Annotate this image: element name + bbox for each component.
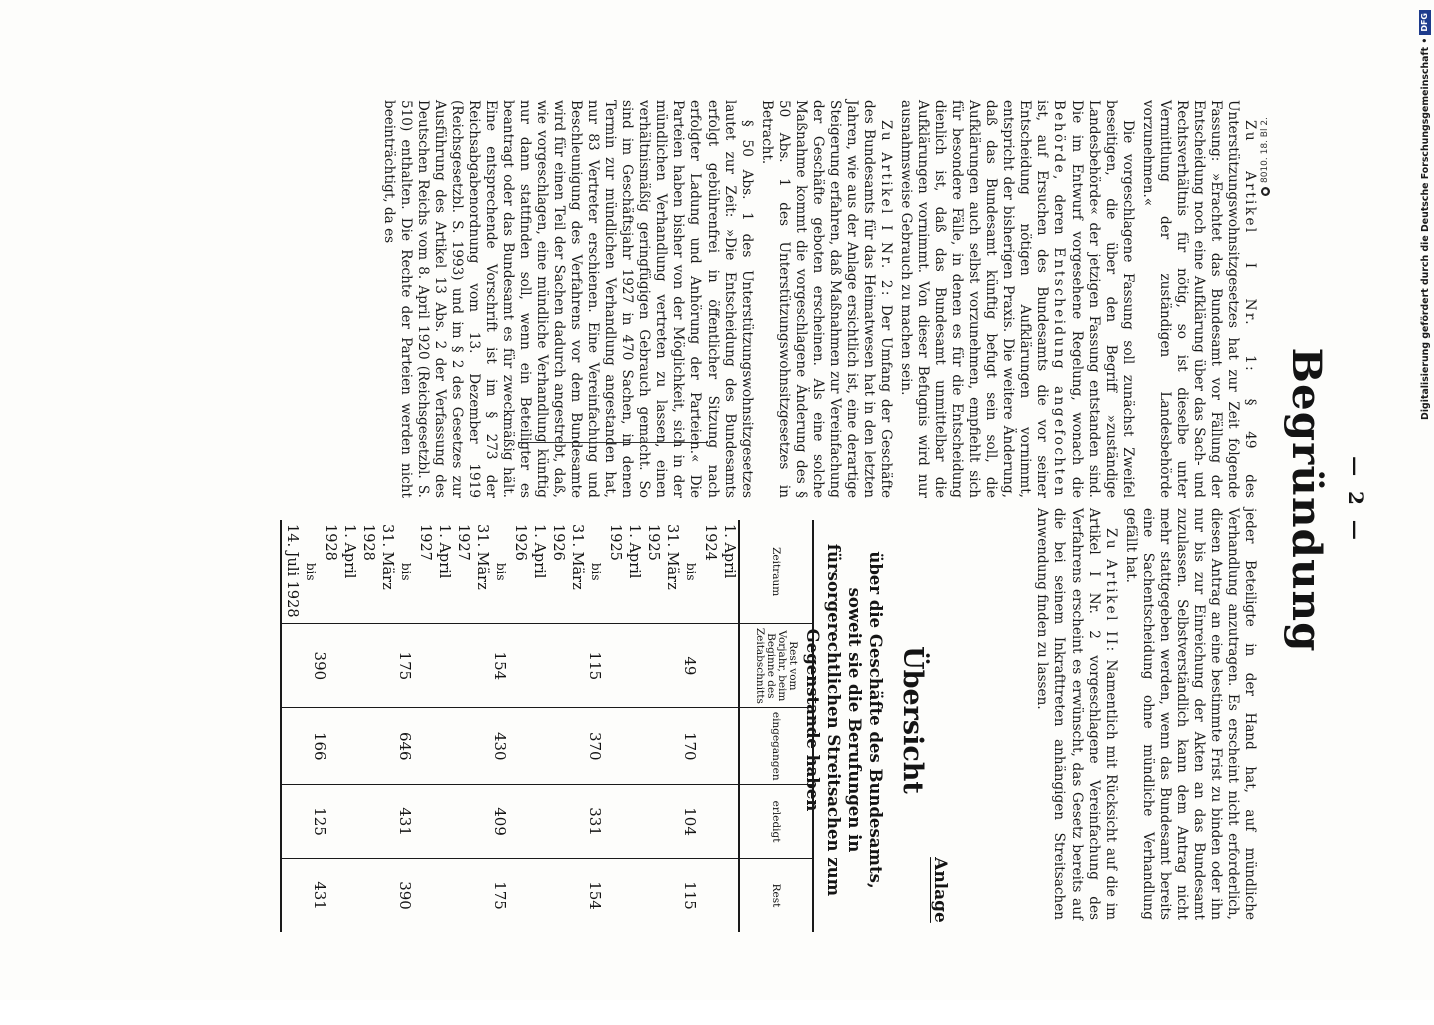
table-caption: über die Geschäfte des Bundesamts, soweit sie die Berufungen in fürsorgerechtlichen Streitsachen zum Gegenstande haben bbox=[803, 543, 885, 897]
section-label: Zu Artikel II: bbox=[1102, 528, 1119, 654]
cell-rest-vorjahr: 115 bbox=[548, 624, 643, 708]
period-to: 31. März 1927 bbox=[455, 524, 490, 590]
period-bis: bis bbox=[399, 562, 413, 581]
paragraph-artikel-2 bbox=[1033, 508, 1118, 920]
statistics-table bbox=[280, 520, 814, 932]
page-number: — 2 — bbox=[1344, 456, 1368, 544]
cell-erledigt: 331 bbox=[548, 785, 643, 859]
paragraph-text: deren bbox=[1051, 194, 1068, 235]
header-zeitraum: Zeitraum bbox=[739, 520, 813, 624]
right-column bbox=[1030, 508, 1258, 920]
cell-erledigt: 125 bbox=[281, 785, 358, 859]
period-from: 1. April 1928 bbox=[322, 524, 357, 579]
cell-zeitraum bbox=[281, 520, 358, 624]
period-to: 31. März 1928 bbox=[360, 524, 395, 590]
section-label: Zu Artikel I Nr. 1: bbox=[1242, 120, 1258, 374]
period-to: 14. Juli 1928 bbox=[284, 524, 300, 618]
divider-line bbox=[518, 442, 708, 443]
cell-zeitraum bbox=[548, 520, 643, 624]
period-from: 1. April 1925 bbox=[607, 524, 642, 579]
paragraph-paragraph-50: § 50 Abs. 1 des Unterstützungswohnsitzgesetzes lautet zur Zeit: »Die Entscheidung des Bundesamts erfolgt gebührenfrei in öffentlicher Sitzung nach erfolgter Ladung und Anhörung der Parteien.« Die Parteien haben bisher von der Möglichkeit, sich in der mündlichen Verhandlung vertreten zu lassen, einen verhältnismäßig geringfügigen Gebrauch gemacht. So sind im Geschäftsjahr 1927 in 470 Sachen, in denen Termin zur mündlichen Verhandlung angestanden hat, nur 83 Vertreter erschienen. Eine Vereinfachung und Beschleunigung des Verfahrens vor dem Bundesamte wird für einen Teil der Sachen dadurch angestrebt, daß, wie vorgeschlagen, eine mündliche Verhandlung künftig nur dann stattfinden soll, wenn ein Beteiligter es beantragt oder das Bundesamt es für zweckmäßig hält. Eine entsprechende Vorschrift ist im § 273 der Reichsabgabenordnung vom 13. Dezember 1919 (Reichsgesetzbl. S. 1993) und im § 2 des Gesetzes zur Ausführung des Artikel 13 Abs. 2 der Verfassung des Deutschen Reichs vom 8. April 1920 (Reichsgesetzbl. S. 510) enthalten. Die Rechte der Parteien werden nicht beeinträchtigt, da es bbox=[380, 100, 755, 498]
left-column bbox=[377, 100, 1258, 498]
cell-eingegangen: 646 bbox=[358, 708, 453, 785]
cell-rest: 175 bbox=[453, 859, 548, 932]
table-row bbox=[358, 520, 453, 932]
table-row bbox=[643, 520, 739, 932]
cell-eingegangen: 430 bbox=[453, 708, 548, 785]
paragraph-continuation: jeder Beteiligte in der Hand hat, auf mündliche Verhandlung anzutragen. Es erscheint nicht erforderlich, diesen Antrag an eine bestimmte Frist zu binden oder ihn nur bis zur Einreichung der Akten an das Bundesamt zuzulassen. Selbstverständlich kann dem Antrag nicht mehr stattgegeben werden, wenn das Bundesamt bereits eine Sachentscheidung ohne mündliche Verhandlung gefällt hat. bbox=[1122, 508, 1258, 920]
archive-stamp bbox=[1258, 96, 1288, 196]
period-to: 31. März 1925 bbox=[645, 524, 680, 590]
stamp-text: 8010. 18. Bl 2. bbox=[1260, 117, 1270, 183]
cell-rest: 154 bbox=[548, 859, 643, 932]
cell-zeitraum bbox=[358, 520, 453, 624]
cell-rest: 431 bbox=[281, 859, 358, 932]
emphasized-text: Entscheidung angefochten bbox=[1051, 247, 1068, 498]
cell-erledigt: 431 bbox=[358, 785, 453, 859]
cell-erledigt: 104 bbox=[643, 785, 739, 859]
table-row bbox=[281, 520, 358, 932]
section-label: Zu Artikel I Nr. 2: bbox=[878, 120, 895, 298]
paragraph-text: Namentlich mit Rücksicht auf die im Artikel I Nr. 2 vorgeschlagene Vereinfachung des Verfahrens erscheint es erwünscht, das Gesetz bereits auf die bei seinem Inkrafttreten anhängigen Streitsachen Anwendung finden zu lassen. bbox=[1034, 508, 1119, 920]
table-body bbox=[281, 520, 739, 932]
period-bis: bis bbox=[684, 562, 698, 581]
period-bis: bis bbox=[304, 562, 318, 581]
period-bis: bis bbox=[494, 562, 508, 581]
table-row bbox=[548, 520, 643, 932]
cell-rest-vorjahr: 49 bbox=[643, 624, 739, 708]
cell-rest-vorjahr: 390 bbox=[281, 624, 358, 708]
cell-zeitraum bbox=[643, 520, 739, 624]
period-bis: bis bbox=[589, 562, 603, 581]
paragraph-text: Die vorgeschlagene Fassung soll zunächst Zweifel beseitigen, die über den Begriff »zuständige Landesbehörde« der jetzigen Fassung entstanden sind. Die im Entwurf vorgesehene Regelung, wonach die bbox=[1068, 100, 1136, 498]
period-from: 1. April 1926 bbox=[512, 524, 547, 579]
header-rest: Rest bbox=[739, 859, 813, 932]
paragraph-text: § 49 des Unterstützungswohnsitzgesetzes hat zur Zeit folgende Fassung: »Erachtet das Bundesamt vor Fällung der Entscheidung noch eine Aufklärung über das Sach- und Rechtsverhältnis für nötig, so ist dieselbe unter Vermittlung der zuständigen Landesbehörde vorzunehmen.« bbox=[1139, 100, 1258, 498]
stamp-icon: ● bbox=[1261, 188, 1269, 195]
header-erledigt: erledigt bbox=[739, 785, 813, 859]
paragraph-text: ist, auf Ersuchen des Bundesamts die vor seiner Entscheidung nötigen Aufklärungen vornimmt, entspricht der bisherigen Praxis. Die weitere Änderung, daß das Bundesamt künftig befugt sein soll, die Aufklärungen auch selbst vorzunehmen, empfiehlt sich für besondere Fälle, in denen es für die Entscheidung dienlich ist, daß das Bundesamt unmittelbar die Aufklärungen vornimmt. Von dieser Befugnis wird nur ausnahmsweise Gebrauch zu machen sein. bbox=[898, 100, 1051, 498]
dfg-logo: DFG bbox=[1419, 10, 1431, 35]
header-rest-vorjahr: Rest vom Vorjahr, beim Beginne des Zeitabschnitts bbox=[739, 624, 813, 708]
cell-rest-vorjahr: 154 bbox=[453, 624, 548, 708]
period-to: 31. März 1926 bbox=[550, 524, 585, 590]
header-eingegangen: eingegangen bbox=[739, 708, 813, 785]
cell-eingegangen: 170 bbox=[643, 708, 739, 785]
credit-text: Digitalisierung gefördert durch die Deutsche Forschungsgemeinschaft • bbox=[1419, 37, 1431, 420]
period-from: 1. April 1927 bbox=[417, 524, 452, 579]
cell-zeitraum bbox=[453, 520, 548, 624]
cell-rest: 390 bbox=[358, 859, 453, 932]
paragraph-fassung bbox=[897, 100, 1136, 498]
cell-rest: 115 bbox=[643, 859, 739, 932]
anlage-heading: Anlage bbox=[930, 857, 950, 923]
paragraph-artikel-1-nr-1 bbox=[1139, 100, 1258, 498]
period-from: 1. April 1924 bbox=[702, 524, 737, 579]
digitization-credit bbox=[1418, 10, 1432, 990]
paragraph-text: Der Umfang der Geschäfte des Bundesamts für das Heimatwesen hat in den letzten Jahren, wie aus der Anlage ersichtlich ist, eine derartige Steigerung erfahren, daß Maßnahmen zur Vereinfachung der Geschäfte geboten erscheinen. Als eine solche Maßnahme kommt die vorgeschlagene Änderung des § 50 Abs. 1 des Unterstützungswohnsitzgesetzes in Betracht. bbox=[758, 100, 895, 498]
cell-eingegangen: 166 bbox=[281, 708, 358, 785]
table-header-row bbox=[739, 520, 813, 932]
table-row bbox=[453, 520, 548, 932]
page-title: Begründung bbox=[1283, 347, 1330, 653]
cell-eingegangen: 370 bbox=[548, 708, 643, 785]
cell-rest-vorjahr: 175 bbox=[358, 624, 453, 708]
emphasized-text: Behörde, bbox=[1051, 100, 1068, 182]
uebersicht-heading: Übersicht bbox=[897, 646, 928, 794]
paragraph-artikel-1-nr-2 bbox=[758, 100, 894, 498]
cell-erledigt: 409 bbox=[453, 785, 548, 859]
